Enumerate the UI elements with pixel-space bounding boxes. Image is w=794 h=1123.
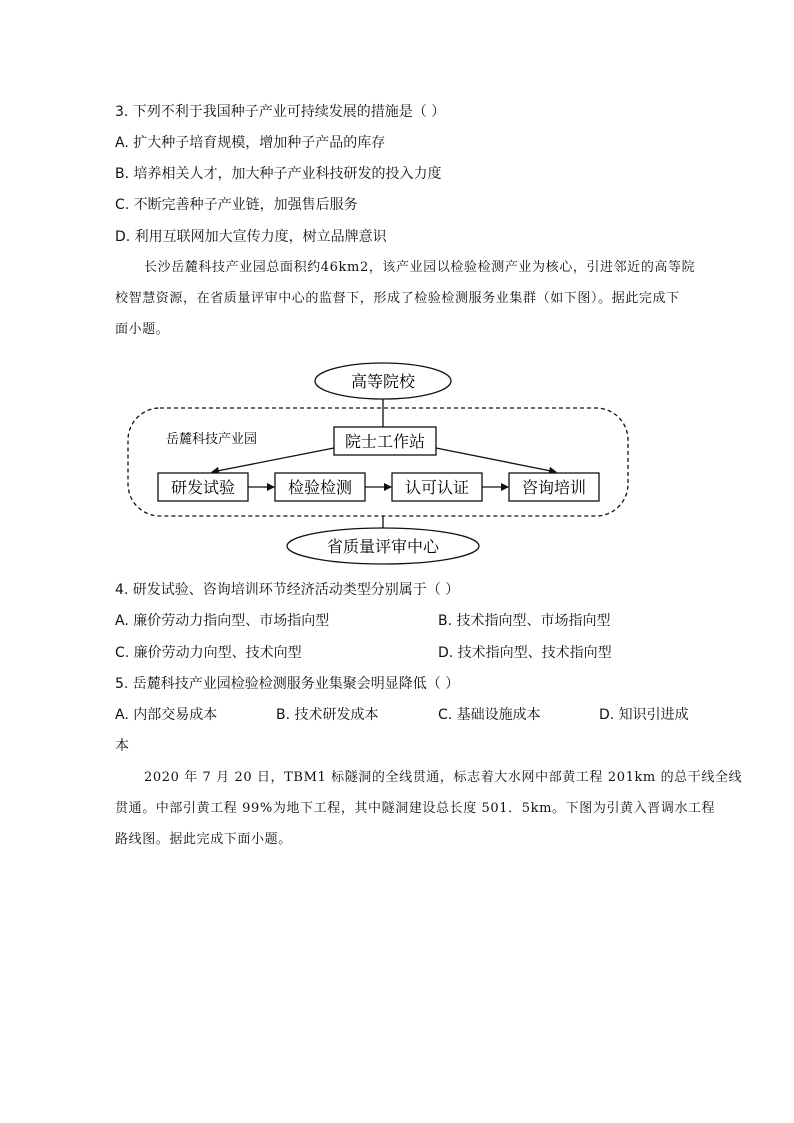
q3-stem: 3. 下列不利于我国种子产业可持续发展的措施是（ ） <box>115 104 446 120</box>
q4-stem: 4. 研发试验、咨询培训环节经济活动类型分别属于（ ） <box>115 582 460 598</box>
industry-cluster-diagram <box>120 360 640 570</box>
q5-option-d: D. 知识引进成 <box>599 707 689 723</box>
chain-label-testing: 检验检测 <box>287 478 353 497</box>
q3-option-d: D. 利用互联网加大宣传力度，树立品牌意识 <box>115 229 387 245</box>
passage2-line-2: 贯通。中部引黄工程 99%为地下工程，其中隧洞建设总长度 501．5km。下图为引黄入晋调水工程 <box>115 801 716 816</box>
q4-option-d: D. 技术指向型、技术指向型 <box>438 645 612 661</box>
chain-label-certification: 认可认证 <box>404 478 470 497</box>
q5-option-d-wrap: 本 <box>115 738 129 754</box>
passage1-line-2: 校智慧资源，在省质量评审中心的监督下，形成了检验检测服务业集群（如下图）。据此完成下 <box>115 291 680 306</box>
university-label: 高等院校 <box>350 372 416 391</box>
evaluation-center-label: 省质量评审中心 <box>326 537 440 556</box>
arrow-station-to-consulting <box>436 448 556 472</box>
passage2-line-3: 路线图。据此完成下面小题。 <box>115 832 292 847</box>
academician-station-label: 院士工作站 <box>344 432 426 451</box>
q3-option-c: C. 不断完善种子产业链，加强售后服务 <box>115 197 358 213</box>
passage2-line-1: 2020 年 7 月 20 日，TBM1 标隧洞的全线贯通，标志着大水网中部黄工程 201km 的总干线全线 <box>144 770 743 785</box>
q5-option-c: C. 基础设施成本 <box>438 707 541 723</box>
q3-option-a: A. 扩大种子培育规模，增加种子产品的库存 <box>115 135 386 151</box>
q5-option-b: B. 技术研发成本 <box>276 707 379 723</box>
q4-option-c: C. 廉价劳动力向型、技术向型 <box>115 645 302 661</box>
passage1-line-3: 面小题。 <box>115 322 170 337</box>
chain-label-rd: 研发试验 <box>170 478 236 497</box>
passage1-line-1: 长沙岳麓科技产业园总面积约46km2，该产业园以检验检测产业为核心，引进邻近的高等院 <box>144 260 696 275</box>
park-label: 岳麓科技产业园 <box>166 432 258 447</box>
q4-option-a: A. 廉价劳动力指向型、市场指向型 <box>115 613 330 629</box>
q4-option-b: B. 技术指向型、市场指向型 <box>438 613 611 629</box>
q5-option-a: A. 内部交易成本 <box>115 707 218 723</box>
chain-label-consulting: 咨询培训 <box>521 478 587 497</box>
q5-stem: 5. 岳麓科技产业园检验检测服务业集聚会明显降低（ ） <box>115 676 460 692</box>
q3-option-b: B. 培养相关人才，加大种子产业科技研发的投入力度 <box>115 166 442 182</box>
arrow-station-to-rd <box>212 448 334 472</box>
